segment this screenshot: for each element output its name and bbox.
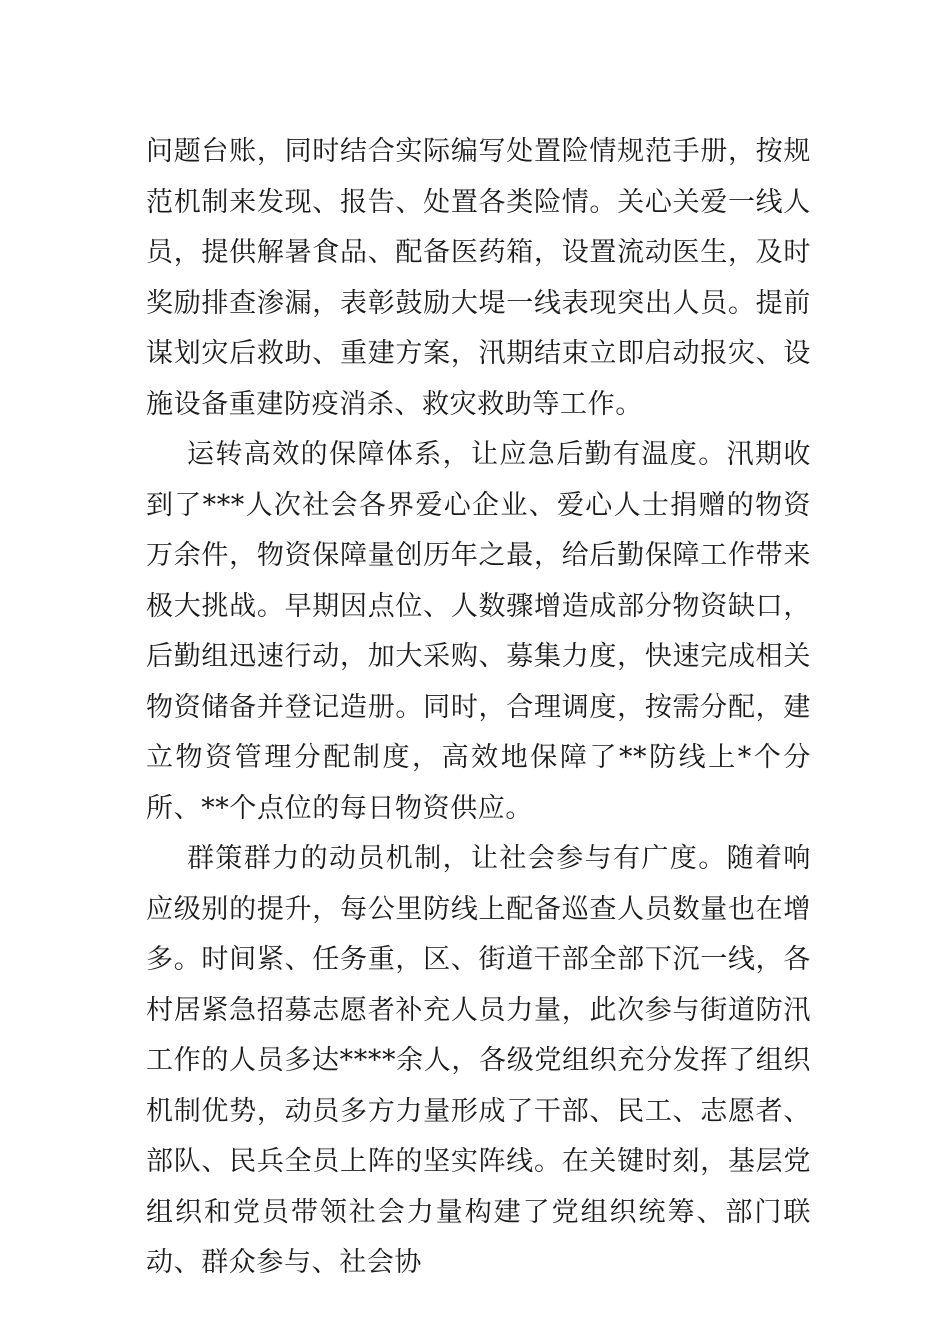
body-text [146, 127, 811, 1289]
paragraph-continued: 问题台账，同时结合实际编写处置险情规范手册，按规范机制来发现、报告、处置各类险情。关心关爱一线人员，提供解暑食品、配备医药箱，设置流动医生，及时奖励排查渗漏，表彰鼓励大堤一线表现突出人员。提前谋划灾后救助、重建方案，汛期结束立即启动报灾、设施设备重建防疫消杀、救灾救助等工作。 [146, 136, 811, 420]
paragraph-mobilization: 群策群力的动员机制，让社会参与有广度。随着响应级别的提升，每公里防线上配备巡查人员数量也在增多。时间紧、任务重，区、街道干部全部下沉一线，各村居紧急招募志愿者补充人员力量，此次参与街道防汛工作的人员多达****余人，各级党组织充分发挥了组织机制优势，动员多方力量形成了干部、民工、志愿者、部队、民兵全员上阵的坚实阵线。在关键时刻，基层党组织和党员带领社会力量构建了党组织统筹、部门联动、群众参与、社会协 [146, 843, 811, 1278]
paragraph-support-system: 运转高效的保障体系，让应急后勤有温度。汛期收到了***人次社会各界爱心企业、爱心人士捐赠的物资万余件，物资保障量创历年之最，给后勤保障工作带来极大挑战。早期因点位、人数骤增造成部分物资缺口，后勤组迅速行动，加大采购、募集力度，快速完成相关物资储备并登记造册。同时，合理调度，按需分配，建立物资管理分配制度，高效地保障了**防线上*个分所、**个点位的每日物资供应。 [146, 439, 811, 824]
